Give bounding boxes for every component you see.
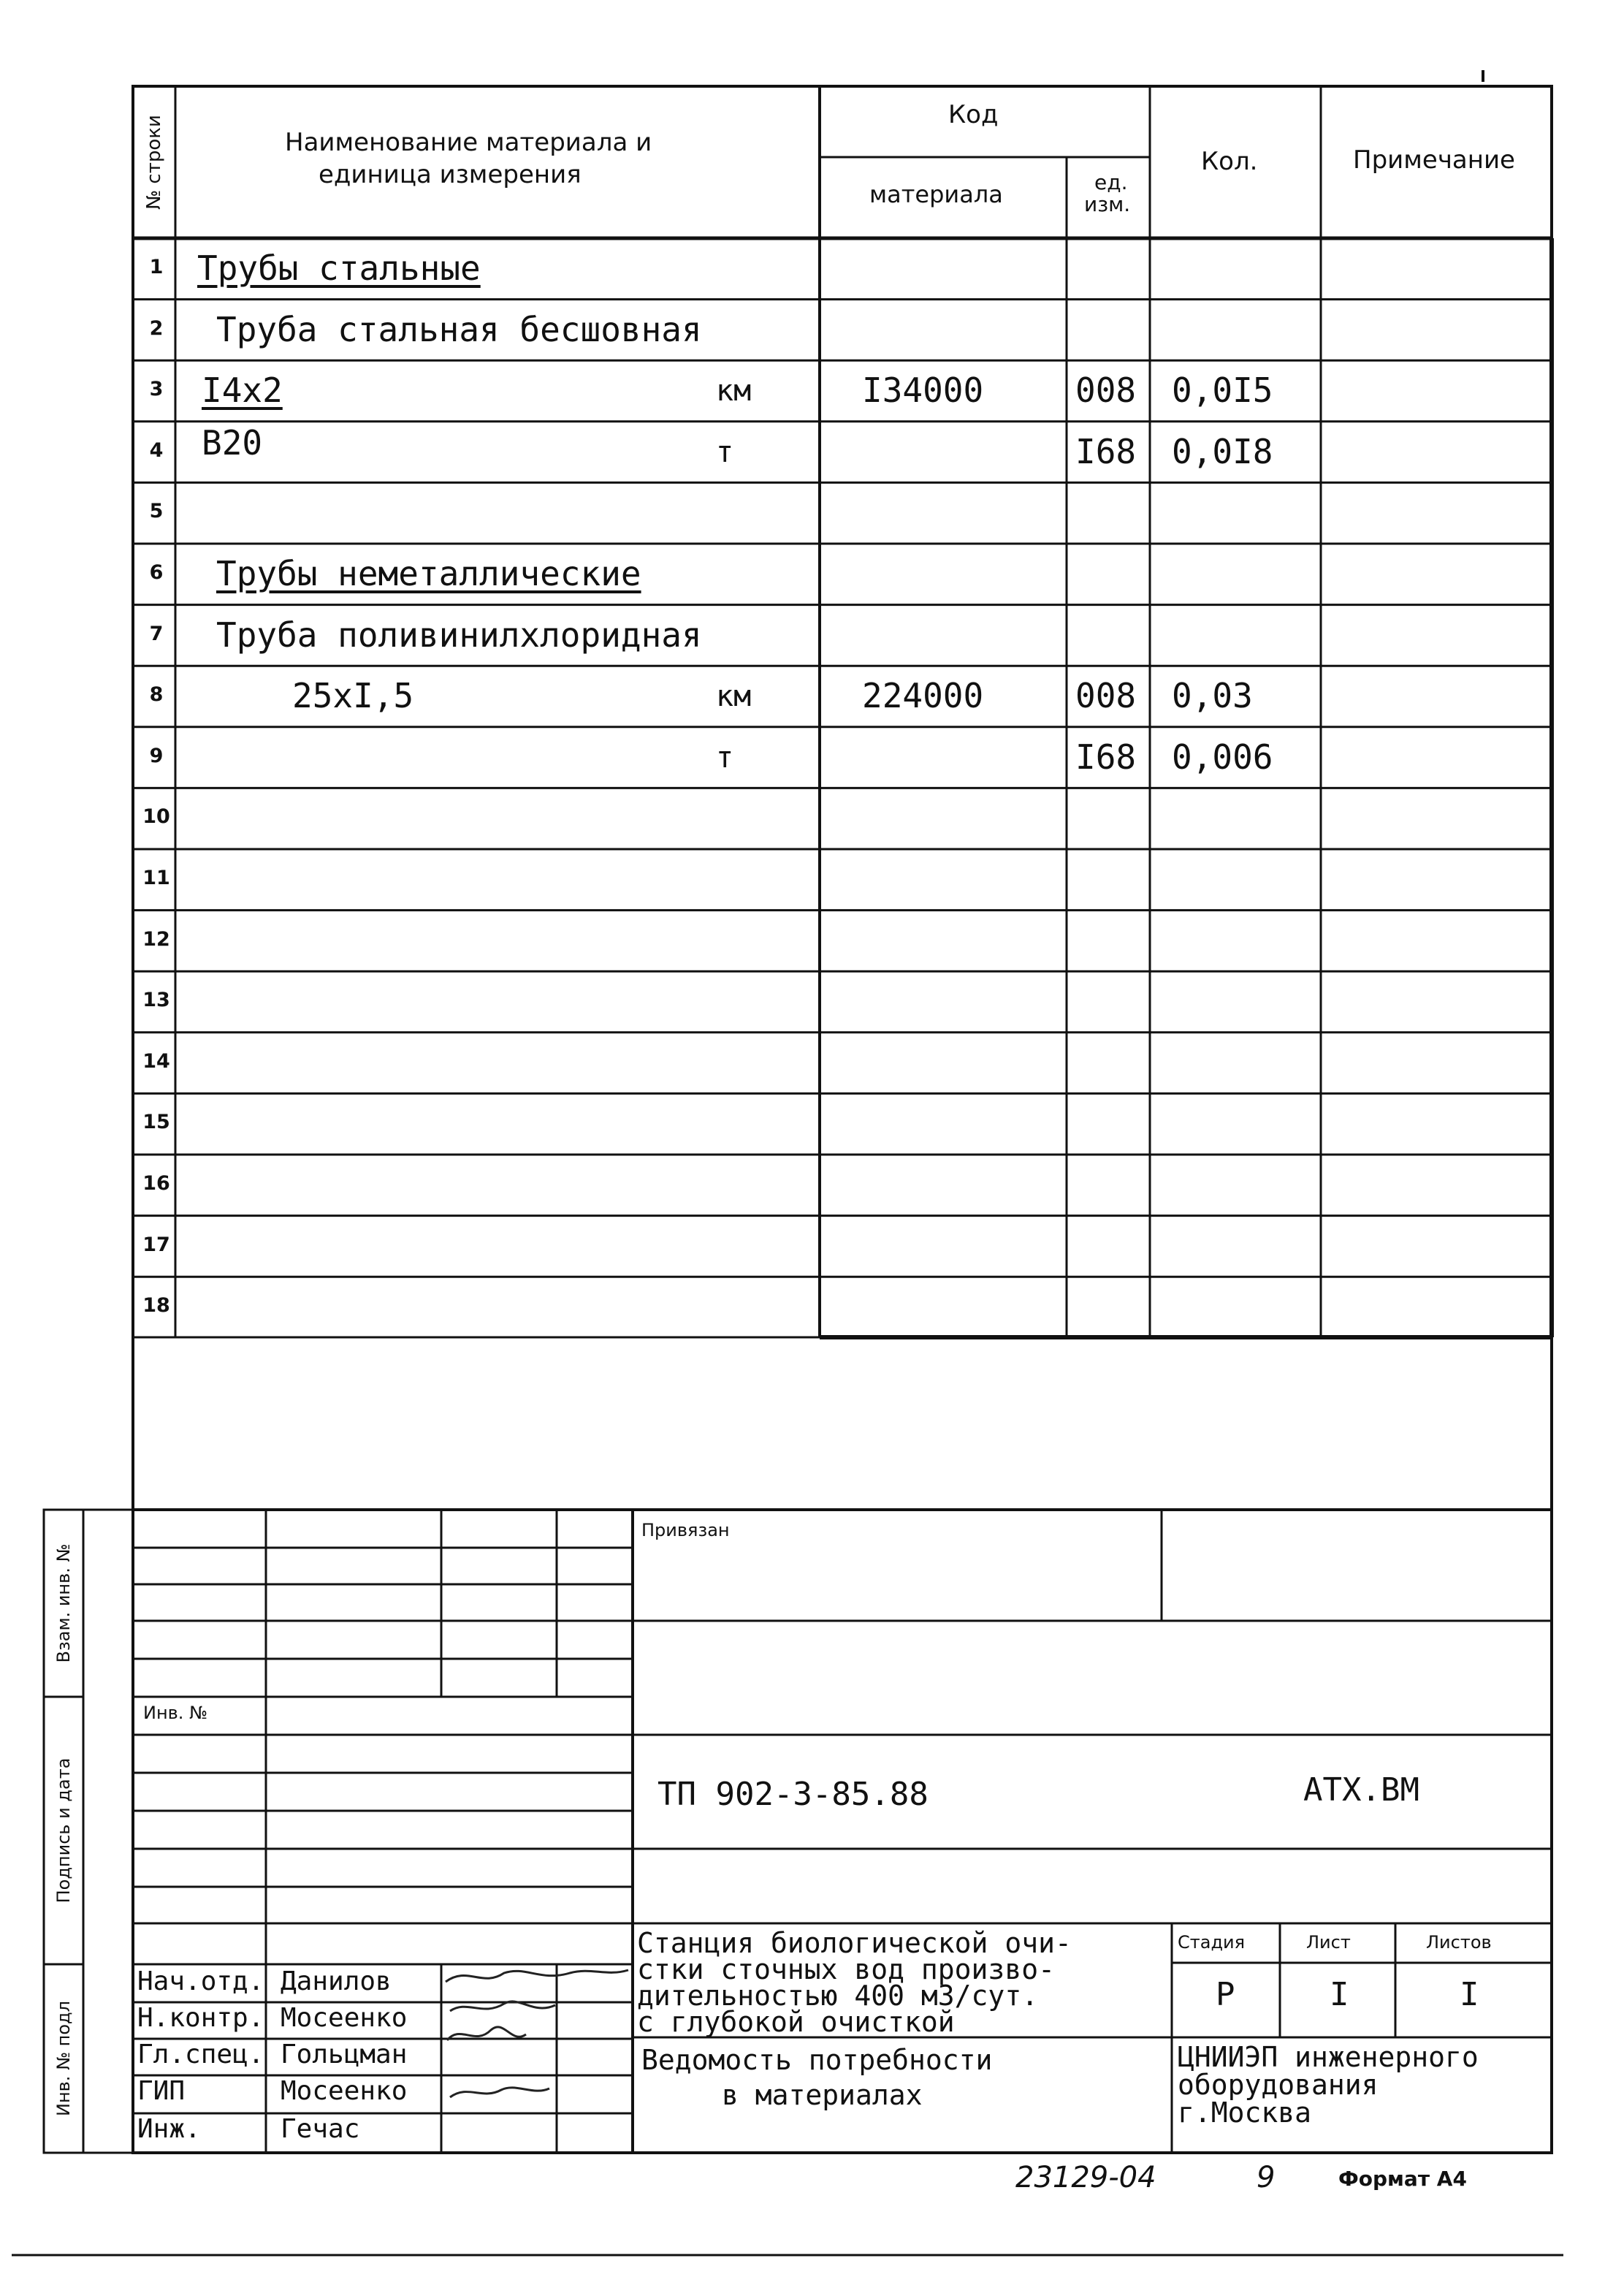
row-number: 14: [142, 1049, 170, 1073]
sheet-title-2: в материалах: [722, 2079, 923, 2111]
staff-role: Гл.спец.: [137, 2040, 264, 2069]
measure-unit: км: [716, 680, 752, 714]
archive-number: 23129-04: [1015, 2161, 1156, 2194]
quantity: 0,006: [1172, 737, 1273, 777]
quantity: 0,0I5: [1172, 370, 1273, 411]
header-name-line2: единица измерения: [319, 160, 582, 189]
row-number: 1: [149, 256, 164, 278]
row-number: 3: [149, 378, 164, 401]
row-number: 4: [149, 438, 164, 462]
org-line-3: г.Москва: [1178, 2097, 1312, 2129]
page-number: 9: [1257, 2161, 1276, 2194]
material-code: I34000: [862, 370, 984, 411]
staff-name: Мосеенко: [281, 2076, 408, 2106]
unit-code: 008: [1075, 370, 1137, 411]
privyazan-label: Привязан: [641, 1520, 730, 1540]
staff-name: Данилов: [281, 1966, 392, 1996]
row-number: 13: [142, 989, 170, 1012]
project-title-1: Станция биологической очи-: [637, 1927, 1072, 1959]
material-name: Трубы стальные: [197, 248, 481, 288]
header-code-unit-2: изм.: [1084, 192, 1131, 216]
material-name: Труба поливинилхлоридная: [216, 615, 702, 655]
measure-unit: т: [716, 435, 734, 469]
material-name: B20: [202, 422, 263, 463]
staff-role: Н.контр.: [137, 2003, 264, 2033]
staff-role: ГИП: [137, 2076, 186, 2106]
org-line-1: ЦНИИЭП инженерного: [1178, 2041, 1479, 2073]
sheet-value: I: [1330, 1976, 1349, 2013]
material-name: Труба стальная бесшовная: [216, 309, 702, 349]
side-label-podpis-data: Подпись и дата: [53, 1757, 74, 1904]
material-name: Трубы неметаллические: [216, 554, 641, 593]
header-note: Примечание: [1353, 145, 1515, 175]
sheets-label: Листов: [1426, 1932, 1492, 1953]
sheet-title-1: Ведомость потребности: [641, 2044, 993, 2076]
row-number: 11: [142, 867, 170, 889]
quantity: 0,03: [1172, 676, 1253, 716]
staff-role: Инж.: [137, 2114, 201, 2144]
staff-name: Гольцман: [281, 2040, 408, 2069]
row-number: 9: [149, 744, 164, 767]
format-label: Формат А4: [1338, 2167, 1467, 2191]
row-number: 10: [142, 805, 170, 829]
unit-code: I68: [1075, 431, 1137, 471]
sheets-value: I: [1460, 1976, 1479, 2013]
measure-unit: т: [716, 740, 734, 775]
staff-name: Гечас: [281, 2114, 360, 2144]
staff-role: Нач.отд.: [137, 1966, 264, 1996]
inv-no-label: Инв. №: [143, 1703, 208, 1723]
row-number: 7: [149, 622, 164, 645]
quantity: 0,0I8: [1172, 431, 1273, 471]
material-code: 224000: [862, 676, 984, 716]
row-number: 17: [142, 1233, 170, 1256]
row-number: 8: [149, 683, 164, 707]
material-name: I4x2: [202, 370, 283, 411]
row-number: 15: [142, 1111, 170, 1134]
project-title-4: с глубокой очисткой: [637, 2006, 955, 2038]
row-number: 12: [142, 927, 170, 951]
row-number: 5: [149, 500, 164, 523]
staff-name: Мосеенко: [281, 2003, 408, 2033]
sheet-label: Лист: [1306, 1932, 1351, 1953]
side-label-inv-podl: Инв. № подл: [53, 2001, 74, 2116]
measure-unit: км: [716, 374, 752, 408]
stage-label: Стадия: [1178, 1932, 1246, 1953]
header-qty: Кол.: [1201, 147, 1258, 176]
signatures: [446, 1970, 628, 2097]
unit-code: I68: [1075, 737, 1137, 777]
material-name: 25xI,5: [292, 676, 414, 716]
row-number: 18: [142, 1294, 170, 1318]
row-number: 16: [142, 1172, 170, 1195]
project-title-3: дительностью 400 м3/сут.: [637, 1980, 1039, 2012]
unit-code: 008: [1075, 676, 1137, 716]
header-row-no: № строки: [143, 115, 165, 210]
org-line-2: оборудования: [1178, 2069, 1379, 2101]
side-label-vzam-inv: Взам. инв. №: [53, 1543, 74, 1663]
row-number: 2: [149, 316, 164, 340]
header-name-line1: Наименование материала и: [285, 128, 652, 157]
header-code-material: материала: [869, 180, 1003, 208]
header-code-unit-1: ед.: [1094, 170, 1128, 194]
document-mark: АТХ.ВМ: [1303, 1771, 1419, 1809]
project-title-2: стки сточных вод произво-: [637, 1953, 1055, 1985]
stage-value: Р: [1216, 1976, 1235, 2013]
header-code: Код: [948, 100, 999, 129]
row-number: 6: [149, 561, 164, 584]
document-code: ТП 902-3-85.88: [657, 1776, 929, 1813]
